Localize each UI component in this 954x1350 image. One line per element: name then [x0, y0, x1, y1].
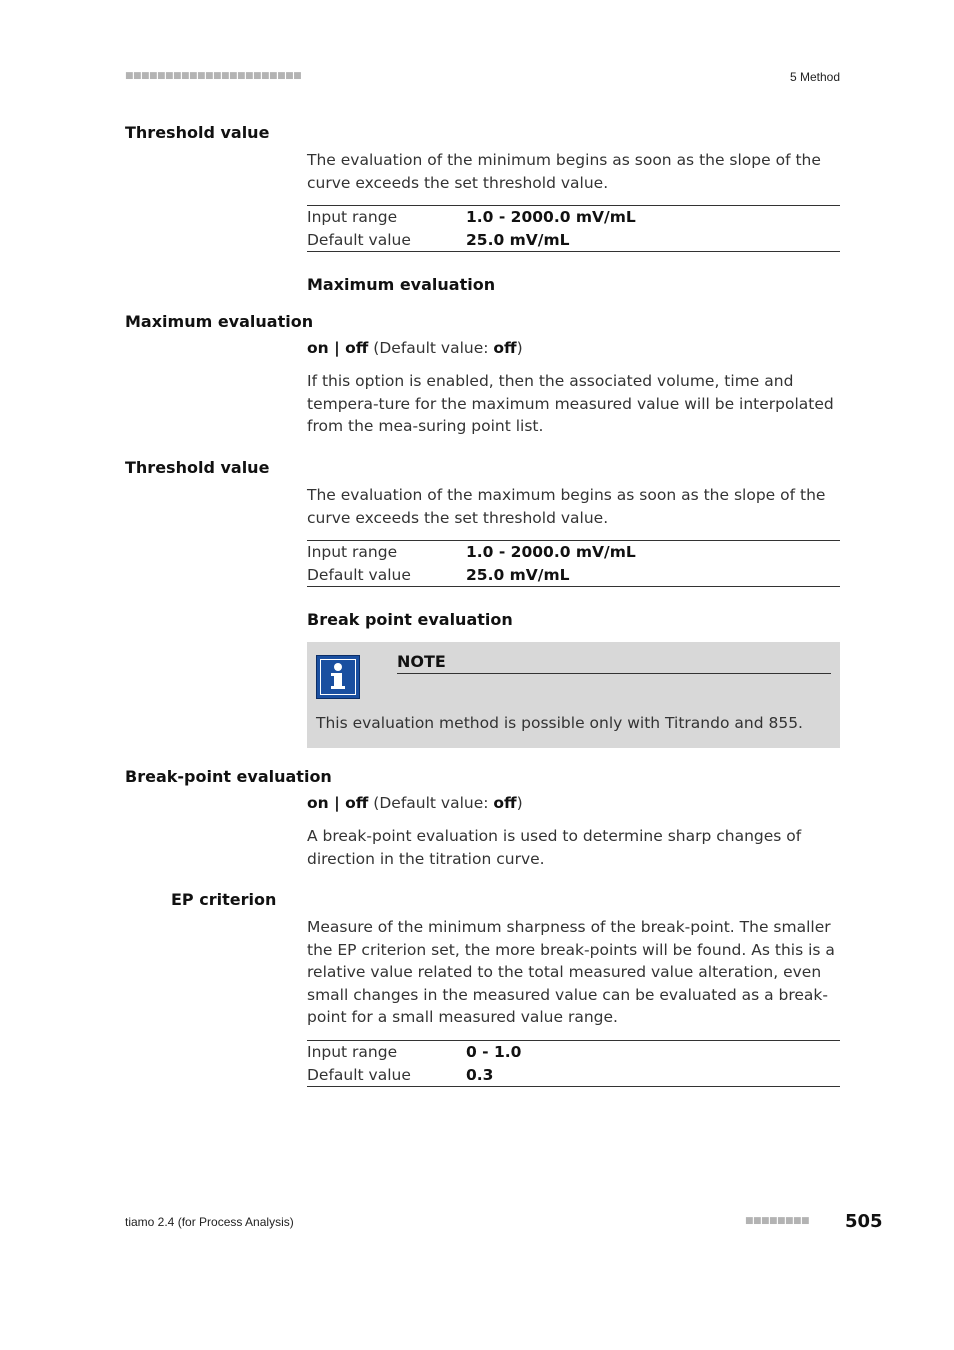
footer-product: tiamo 2.4 (for Process Analysis) — [125, 1215, 294, 1229]
ep-criterion-text: Measure of the minimum sharpness of the break-point. The smaller the EP criterion set, the more break-points will be found. As this is a relative value related to the total measured value alteration, even small changes in the measured value can be evaluated as a break-point for a small measured value range. — [307, 918, 835, 1026]
default-val: off — [493, 339, 517, 357]
table-row — [307, 1064, 840, 1087]
default-value-label: Default value — [307, 230, 411, 249]
threshold-heading-2: Threshold value — [125, 458, 270, 477]
table-row — [307, 564, 840, 587]
default-val: off — [493, 794, 517, 812]
default-value-value: 0.3 — [466, 1065, 494, 1084]
option-off: off — [345, 339, 369, 357]
maximum-evaluation-text: If this option is enabled, then the associated volume, time and tempera-ture for the maximum measured value will be interpolated from the mea-suring point list. — [307, 372, 834, 435]
input-range-value: 0 - 1.0 — [466, 1043, 522, 1061]
break-point-subheading: Break point evaluation — [307, 610, 513, 629]
table-row — [307, 541, 840, 564]
input-range-label: Input range — [307, 1043, 398, 1061]
option-separator: | — [328, 794, 346, 812]
default-value-value: 25.0 mV/mL — [466, 565, 570, 584]
maximum-evaluation-options — [307, 339, 523, 357]
threshold-table-2 — [307, 540, 840, 587]
default-prefix: (Default value: — [368, 339, 494, 357]
threshold-table-1 — [307, 205, 840, 252]
break-point-evaluation-text: A break-point evaluation is used to determine sharp changes of direction in the titration curve. — [307, 827, 802, 868]
option-on: on — [307, 794, 329, 812]
threshold-heading-1: Threshold value — [125, 123, 270, 142]
info-icon — [316, 655, 360, 699]
break-point-evaluation-heading: Break-point evaluation — [125, 767, 332, 786]
maximum-evaluation-heading: Maximum evaluation — [125, 312, 314, 331]
option-on: on — [307, 339, 329, 357]
input-range-label: Input range — [307, 543, 398, 561]
input-range-value: 1.0 - 2000.0 mV/mL — [466, 543, 636, 561]
break-point-evaluation-options — [307, 794, 523, 812]
input-range-label: Input range — [307, 208, 398, 226]
option-separator: | — [328, 339, 346, 357]
note-title: NOTE — [397, 652, 831, 674]
note-text: This evaluation method is possible only with Titrando and 855. — [316, 714, 803, 732]
note-box — [307, 642, 840, 748]
input-range-value: 1.0 - 2000.0 mV/mL — [466, 208, 636, 226]
default-close: ) — [516, 794, 523, 812]
table-row — [307, 229, 840, 252]
ep-criterion-table — [307, 1040, 840, 1087]
default-value-label: Default value — [307, 565, 411, 584]
default-value-value: 25.0 mV/mL — [466, 230, 570, 249]
ep-criterion-heading: EP criterion — [171, 890, 277, 909]
chapter-title: 5 Method — [789, 70, 840, 84]
default-close: ) — [516, 339, 523, 357]
threshold-text-2: The evaluation of the maximum begins as soon as the slope of the curve exceeds the set threshold value. — [307, 486, 826, 527]
option-off: off — [345, 794, 369, 812]
maximum-evaluation-subheading: Maximum evaluation — [307, 275, 496, 294]
default-value-label: Default value — [307, 1065, 411, 1084]
threshold-text-1: The evaluation of the minimum begins as soon as the slope of the curve exceeds the set threshold value. — [307, 151, 821, 192]
default-prefix: (Default value: — [368, 794, 494, 812]
header-decoration: ■■■■■■■■■■■■■■■■■■■■■■ — [125, 71, 302, 81]
table-row — [307, 1041, 840, 1064]
page-number: 505 — [845, 1211, 883, 1232]
footer-decoration: ■■■■■■■■ — [745, 1216, 810, 1226]
table-row — [307, 206, 840, 229]
